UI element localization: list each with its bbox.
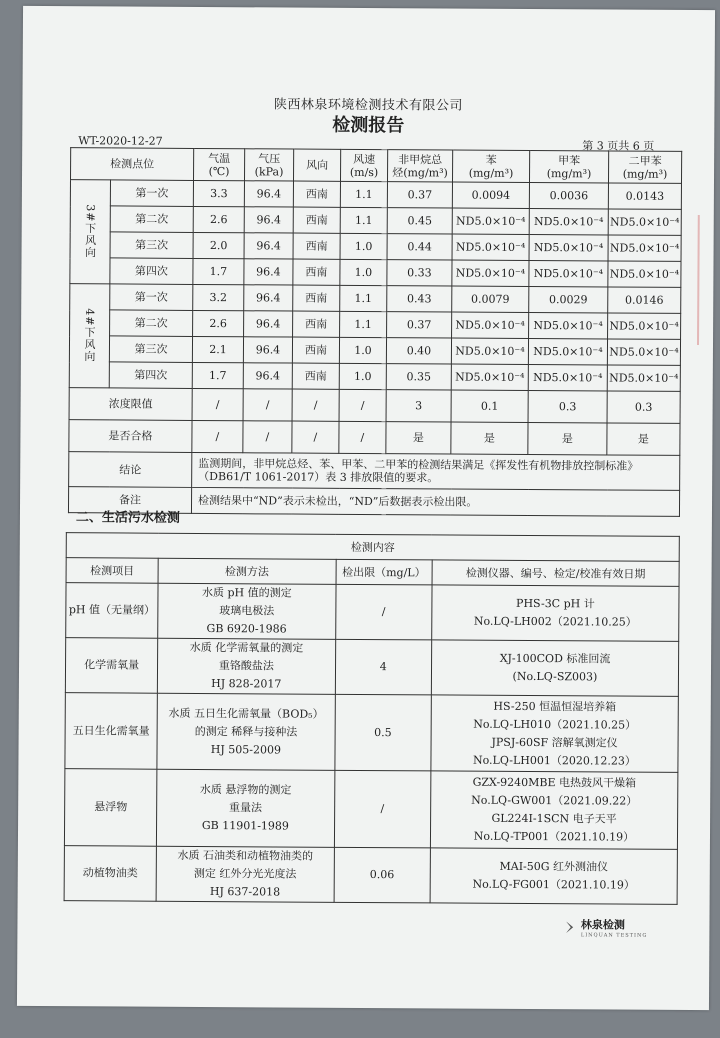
table-cell: 96.4: [243, 363, 292, 389]
report-number: WT-2020-12-27: [78, 134, 163, 148]
logo-text: 林泉检测: [580, 918, 625, 932]
table-cell: 0.3: [607, 391, 680, 423]
table-cell: 1.1: [340, 207, 387, 233]
table-cell: 0.1: [451, 390, 528, 422]
table-cell: 0.45: [387, 208, 452, 234]
page-number: 第 3 页共 6 页: [582, 139, 655, 153]
sampling-point: 4#下风向: [69, 284, 110, 388]
table-cell: ND5.0×10⁻⁴: [451, 338, 528, 364]
table-cell: 0.40: [386, 338, 451, 364]
table-cell: 3.3: [193, 180, 244, 206]
report-title: 检测报告: [332, 114, 405, 137]
table-cell: 西南: [293, 207, 340, 233]
report-page: [17, 6, 715, 1010]
cell-limit: 0.06: [334, 847, 431, 903]
table-cell: 0.0094: [452, 182, 529, 208]
table-cell: 1.0: [340, 259, 387, 285]
table-cell: ND5.0×10⁻⁴: [451, 364, 528, 390]
table-cell: 是: [451, 422, 528, 454]
company-logo: [566, 916, 648, 938]
column-header: 检测点位: [71, 148, 194, 181]
cell-item: 动植物油类: [64, 846, 156, 902]
table-row: [70, 232, 681, 262]
table-cell: /: [192, 388, 243, 420]
table-cell: 是: [386, 422, 451, 454]
table-cell: /: [243, 421, 292, 453]
cell-limit: /: [335, 584, 432, 640]
cell-item: 悬浮物: [64, 769, 157, 847]
table-cell: ND5.0×10⁻⁴: [608, 209, 681, 235]
table-cell: /: [243, 389, 292, 421]
table-row: [65, 638, 678, 697]
table-cell: 0.43: [387, 286, 452, 312]
table-cell: 96.4: [244, 259, 293, 285]
table-cell: 第四次: [110, 258, 193, 285]
column-header: 气温 (℃): [193, 148, 244, 180]
cell-method: 水质 pH 值的测定 玻璃电极法 GB 6920-1986: [158, 583, 336, 639]
table-cell: 1.0: [340, 233, 387, 259]
table-cell: 西南: [292, 337, 339, 363]
table-cell: 1.7: [192, 362, 243, 388]
conclusion-row: [69, 452, 680, 491]
table-cell: /: [339, 389, 386, 421]
table-cell: 96.4: [244, 207, 293, 233]
column-header: 甲苯 (mg/m³): [529, 150, 608, 182]
table-row: [70, 180, 681, 210]
column-header: 检测仪器、编号、检定/校准有效日期: [432, 560, 679, 587]
cell-instrument: HS-250 恒温恒湿培养箱 No.LQ-LH010（2021.10.25） JPSJ-60SF 溶解氧测定仪 No.LQ-LH001（2020.12.23）: [431, 695, 678, 773]
table-cell: 0.0146: [608, 287, 681, 313]
column-header: 检测项目: [66, 558, 158, 584]
table-cell: ND5.0×10⁻⁴: [608, 235, 681, 261]
pass-row: [69, 420, 680, 456]
table-cell: 0.44: [387, 234, 452, 260]
table-cell: 西南: [293, 233, 340, 259]
table-cell: ND5.0×10⁻⁴: [529, 312, 608, 338]
seal-stamp-edge: [697, 215, 720, 345]
table-cell: ND5.0×10⁻⁴: [452, 208, 529, 234]
table-cell: 1.7: [193, 258, 244, 284]
table-cell: 96.4: [244, 181, 293, 207]
table-cell: 第二次: [110, 310, 193, 337]
table-cell: /: [292, 389, 339, 421]
table-cell: 0.33: [387, 260, 452, 286]
table-cell: 2.6: [193, 310, 244, 336]
cell-instrument: PHS-3C pH 计 No.LQ-LH002（2021.10.25）: [432, 585, 679, 642]
table-cell: 第一次: [110, 180, 193, 207]
table-cell: /: [339, 421, 386, 453]
table-cell: 是: [607, 423, 680, 455]
column-header: 风速 (m/s): [340, 149, 387, 181]
table-cell: ND5.0×10⁻⁴: [529, 208, 608, 234]
table-cell: ND5.0×10⁻⁴: [607, 339, 680, 365]
table-row: [64, 769, 677, 850]
cell-limit: 4: [335, 639, 432, 695]
table-cell: 0.0036: [529, 182, 608, 208]
table-cell: 第三次: [109, 336, 192, 363]
table-cell: 96.4: [244, 285, 293, 311]
table-cell: ND5.0×10⁻⁴: [452, 312, 529, 338]
cell-item: 化学需氧量: [65, 638, 157, 694]
table-row: [70, 258, 681, 288]
column-header: 检出限（mg/L）: [336, 559, 433, 585]
table-cell: 1.1: [340, 311, 387, 337]
table-cell: 2.0: [193, 232, 244, 258]
table-cell: 0.3: [528, 390, 607, 422]
table-cell: /: [292, 421, 339, 453]
table-row: [66, 583, 679, 642]
table-cell: ND5.0×10⁻⁴: [608, 313, 681, 339]
table-row: [69, 362, 680, 392]
table-row: [70, 206, 681, 236]
column-header: 气压 (kPa): [244, 149, 293, 181]
column-header: 非甲烷总 烃(mg/m³): [387, 150, 452, 182]
table-cell: ND5.0×10⁻⁴: [528, 364, 607, 390]
cell-instrument: XJ-100COD 标准回流 (No.LQ-SZ003): [431, 640, 678, 697]
table-cell: 西南: [293, 285, 340, 311]
cell-method: 水质 五日生化需氧量（BOD₅） 的测定 稀释与接种法 HJ 505-2009: [157, 693, 335, 770]
table-row: [70, 284, 681, 314]
logo-arrow-icon: [566, 921, 578, 933]
table-cell: /: [192, 420, 243, 452]
column-header: 风向: [293, 149, 340, 181]
table-cell: 1.0: [339, 363, 386, 389]
table-cell: 第一次: [110, 284, 193, 311]
table-row: [69, 336, 680, 366]
company-name: 陕西林泉环境检测技术有限公司: [273, 97, 464, 114]
table-cell: ND5.0×10⁻⁴: [529, 234, 608, 260]
table-cell: 0.0079: [452, 286, 529, 312]
table-cell: ND5.0×10⁻⁴: [529, 260, 608, 286]
table-cell: 3: [386, 390, 451, 422]
cell-instrument: MAI-50G 红外测油仪 No.LQ-FG001（2021.10.19）: [430, 848, 677, 905]
section-2-title: 二、生活污水检测: [75, 510, 180, 526]
column-header: 检测方法: [158, 558, 336, 584]
note-label: 备注: [68, 487, 191, 514]
table-cell: ND5.0×10⁻⁴: [452, 234, 529, 260]
table-header-row: [66, 558, 679, 587]
table-cell: 第四次: [109, 362, 192, 389]
sampling-point: 3#下风向: [70, 180, 111, 284]
table-cell: ND5.0×10⁻⁴: [607, 365, 680, 391]
table-cell: 96.4: [243, 337, 292, 363]
logo-subtext: LINQUAN TESTING: [580, 932, 648, 939]
table-cell: 1.1: [340, 181, 387, 207]
table-cell: 西南: [293, 181, 340, 207]
wastewater-method-table: [64, 532, 680, 905]
cell-method: 水质 石油类和动植物油类的 测定 红外分光光度法 HJ 637-2018: [156, 846, 334, 902]
conclusion-text: 监测期间，非甲烷总烃、苯、甲苯、二甲苯的检测结果满足《挥发性有机物排放控制标准》（DB61/T 1061-2017）表 3 排放限值的要求。: [192, 452, 680, 490]
table-cell: 西南: [292, 363, 339, 389]
table-cell: 0.37: [387, 182, 452, 208]
table-cell: 3.2: [193, 284, 244, 310]
table-cell: 第二次: [110, 206, 193, 233]
cell-limit: 0.5: [334, 694, 431, 771]
cell-instrument: GZX-9240MBE 电热鼓风干燥箱 No.LQ-GW001（2021.09.22） GL224I-1SCN 电子天平 No.LQ-TP001（2021.10.19）: [430, 771, 677, 850]
limit-row: [69, 388, 680, 424]
table-header-row: [71, 148, 682, 184]
table-cell: 西南: [293, 311, 340, 337]
table-cell: 0.35: [386, 364, 451, 390]
table-cell: 是否合格: [69, 420, 192, 453]
cell-method: 水质 化学需氧量的测定 重铬酸盐法 HJ 828-2017: [157, 638, 335, 694]
table-caption-row: [66, 533, 679, 562]
table-cell: 1.1: [340, 285, 387, 311]
conclusion-label: 结论: [69, 452, 192, 488]
cell-limit: /: [334, 770, 431, 848]
table-row: [65, 693, 678, 773]
table-cell: 0.0143: [608, 183, 681, 209]
table-cell: 第三次: [110, 232, 193, 259]
cell-item: 五日生化需氧量: [65, 693, 158, 770]
table-cell: 2.1: [192, 336, 243, 362]
air-results-table: [68, 147, 682, 517]
table-cell: 2.6: [193, 206, 244, 232]
table-cell: 0.0029: [529, 286, 608, 312]
column-header: 苯 (mg/m³): [452, 150, 529, 182]
table-cell: 0.37: [387, 312, 452, 338]
table-row: [70, 310, 681, 340]
table-cell: 96.4: [244, 233, 293, 259]
table-cell: 浓度限值: [69, 388, 192, 421]
table-caption: 检测内容: [66, 533, 679, 562]
column-header: 二甲苯 (mg/m³): [608, 151, 681, 183]
table-cell: 是: [528, 422, 607, 454]
note-text: 检测结果中“ND”表示未检出，“ND”后数据表示检出限。: [191, 487, 679, 516]
table-cell: ND5.0×10⁻⁴: [608, 261, 681, 287]
table-cell: ND5.0×10⁻⁴: [528, 338, 607, 364]
cell-item: pH 值（无量纲）: [66, 583, 158, 639]
table-cell: ND5.0×10⁻⁴: [452, 260, 529, 286]
table-cell: 96.4: [244, 311, 293, 337]
table-cell: 1.0: [339, 337, 386, 363]
table-row: [64, 846, 677, 905]
table-cell: 西南: [293, 259, 340, 285]
cell-method: 水质 悬浮物的测定 重量法 GB 11901-1989: [157, 769, 335, 847]
